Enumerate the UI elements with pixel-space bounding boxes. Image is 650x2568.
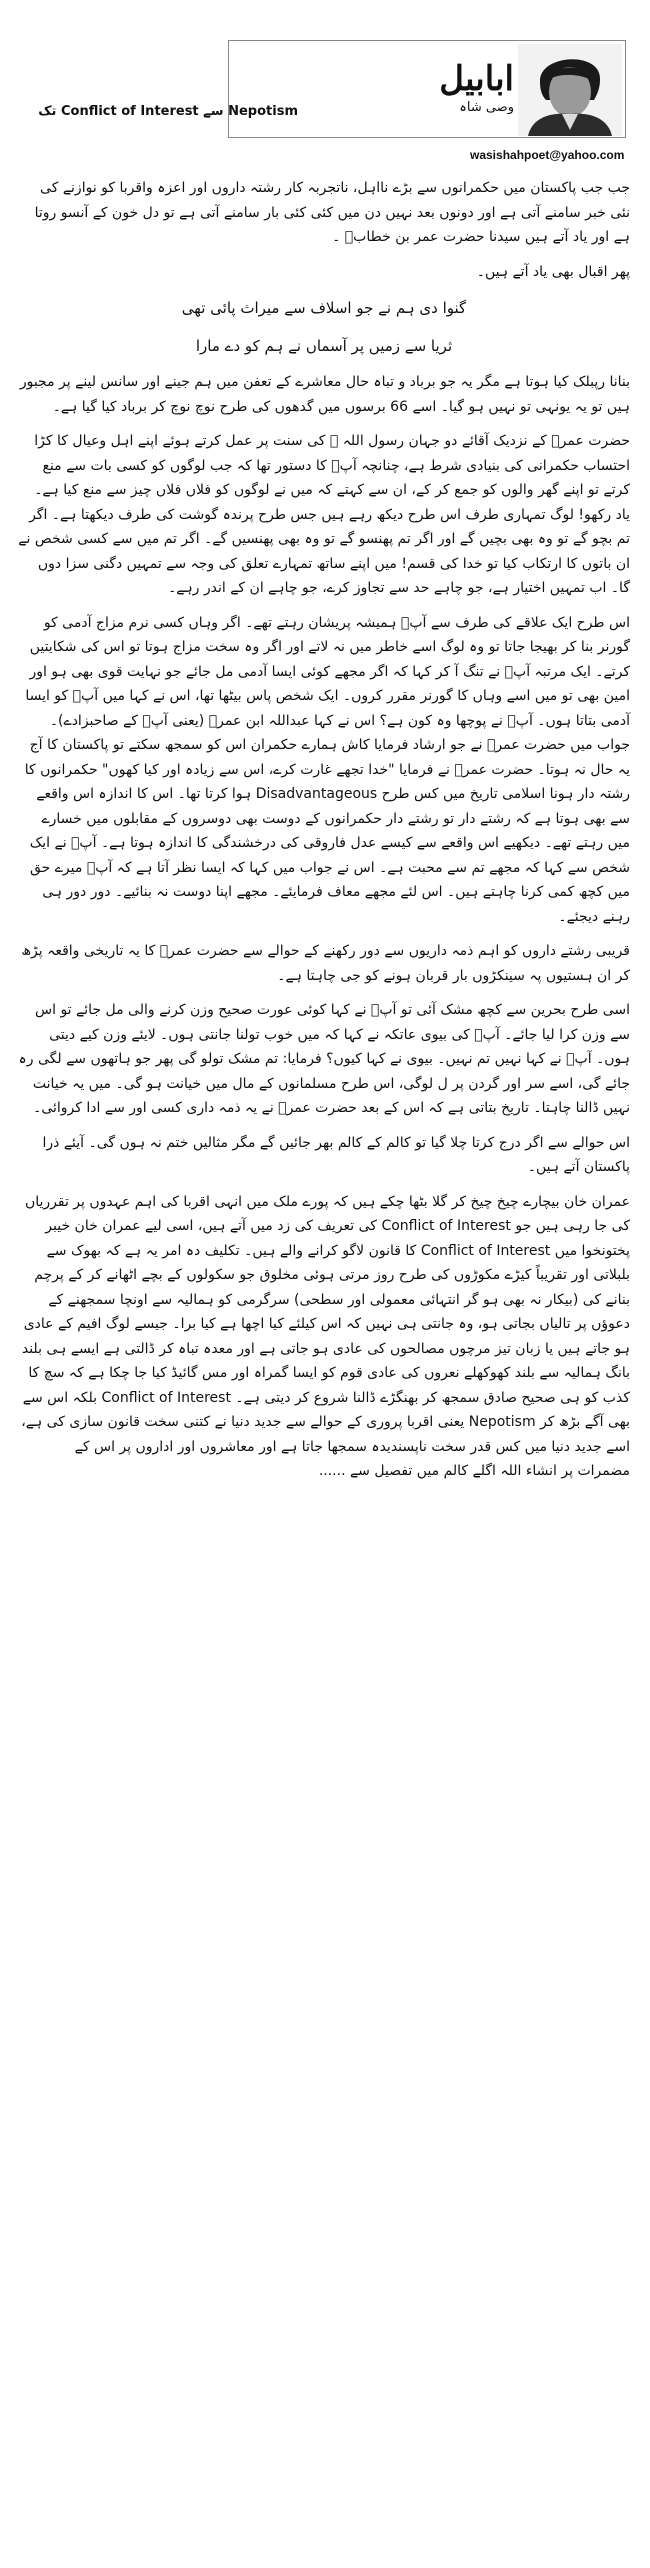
author-photo-icon: [518, 44, 622, 136]
paragraph: اس حوالے سے اگر درج کرتا چلا گیا تو کالم کے کالم بھر جائیں گے مگر مثالیں ختم نہ ہوں گی۔ آیئے ذرا پاکستان آتے ہیں۔: [42, 1134, 630, 1175]
paragraph: پھر اقبال بھی یاد آتے ہیں۔: [476, 263, 630, 280]
paragraph: جب جب پاکستان میں حکمرانوں سے بڑے نااہل، ناتجربہ کار رشتہ داروں اور اعزہ واقربا کو نوازنے کی نئی خبر سامنے آتی ہے اور دونوں بعد نہیں دن میں کئی کئی بار سامنے آتی ہے تو دل خون کے آنسو روتا ہے اور یاد آتے ہیں سیدنا حضرت عمر بن خطابؓ ۔: [34, 180, 630, 245]
paragraph: عمران خان بیچارے چیخ چیخ کر گلا بٹھا چکے ہیں کہ پورے ملک میں انہی اقربا کی اہم عہدوں پر تقرریاں کی جا رہی ہیں جو Conflict of Interest کی تعریف کی زد میں آتے ہیں، اسی لیے عمران خان خیبر پختونخوا میں Conflict of Interest کا قانون لاگو کرانے والے ہیں۔ تکلیف دہ امر یہ ہے کہ بھوک سے بلبلاتی اور تقریباً کیڑے مکوڑوں کی طرح روز مرتی ہوئی مخلوق جو سکولوں کے بچے اٹھانے کر کے پرچم بنانے کی (بیکار نہ بھی ہو گر انتہائی معمولی اور سطحی) سرگرمی کو ہمالیہ سے اونچا سمجھنے کے دعوؤں پر تالیاں بجاتی ہو، وہ جانتی ہی نہیں کہ اس کیلئے کیا اچھا ہے کیا برا۔ جیسے لوگ افیم کے عادی ہو جاتے ہیں یا زبان تیز مرچوں مصالحوں کی عادی ہو جاتی ہے اور معدہ تباہ کر ڈالتی ہے ایسے ہی بلند بانگ ہمالیہ سے بلند کھوکھلے نعروں کی عادی قوم کو ایسا گمراہ اور مس گائیڈ کیا جا چکا ہے کہ سچ کا کذب کو ہی صحیح صادق سمجھ کر بھنگڑے ڈالنا شروع کر دیتی ہے۔ Conflict of Interest بلکہ اس سے بھی آگے بڑھ کر Nepotism یعنی اقربا پروری کے حوالے سے جدید دنیا نے کتنی سخت قانون سازی کی ہے، اسے جدید دنیا میں کس قدر سخت ناپسندیدہ سمجھا جاتا ہے اور معاشروں اور اداروں پر اس کے مضمرات پر انشاء اللہ اگلے کالم میں تفصیل سے ......: [21, 1193, 630, 1479]
paragraph: قریبی رشتے داروں کو اہم ذمہ داریوں سے دور رکھنے کے حوالے سے حضرت عمرؓ کا یہ تاریخی واقعہ پڑھ کر ان ہستیوں پہ سینکڑوں بار قربان ہونے کو جی چاہتا ہے۔: [21, 943, 630, 984]
verse-line: ثریا سے زمیں پر آسماں نے ہم کو دے مارا: [195, 337, 453, 355]
column-logo: ابابیل: [439, 59, 514, 99]
author-name: وصی شاہ: [459, 100, 514, 115]
paragraph: بنانا رپبلک کیا ہوتا ہے مگر یہ جو برباد و تباہ حال معاشرے کے تعفن میں ہم جینے اور سانس لینے پر مجبور ہیں تو یہ یونہی تو نہیں ہو گیا۔ اسے 66 برسوں میں گدھوں کی طرح نوچ نوچ کر برباد کیا گیا ہے۔: [19, 374, 630, 415]
paragraph: اس طرح ایک علاقے کی طرف سے آپؓ ہمیشہ پریشان رہتے تھے۔ اگر وہاں کسی نرم مزاج آدمی کو گورنر بنا کر بھیجا جاتا تو وہ لوگ اسے خاطر میں نہ لاتے اور اگر وہ سخت مزاج ہوتا تو اس کی شکایتیں کرتے۔ ایک مرتبہ آپؓ نے تنگ آ کر کہا کہ اگر مجھے کوئی ایسا آدمی مل جائے جو نہایت قوی بھی ہو اور امین بھی تو میں اسے وہاں کا گورنر مقرر کروں۔ ایک شخص پاس بیٹھا تھا، اس نے کہا میں آپؓ کو ایسا آدمی بتاتا ہوں۔ آپؓ نے پوچھا وہ کون ہے؟ اس نے کہا عبداللہ ابن عمرؓ (یعنی آپؓ کے صاحبزادے)۔ جواب میں حضرت عمرؓ نے جو ارشاد فرمایا کاش ہمارے حکمران اس کو سمجھ سکتے تو پاکستان کا آج یہ حال نہ ہوتا۔ حضرت عمرؓ نے فرمایا "خدا تجھے غارت کرے، اس سے زیادہ اور کیا کھوں" حکمرانوں کا رشتہ دار ہونا اسلامی تاریخ میں کس طرح Disadvantageous ہوا کرتا تھا۔ اس کا اندازہ اس واقعے سے بھی ہوتا ہے کہ رشتے دار تو رشتے دار حکمرانوں کے دوست بھی دوسروں کے مقابلوں میں خسارے میں رہتے تھے۔ دیکھیے اس واقعے سے کیسے عدل فاروقی کی درخشندگی کا اندازہ ہوتا ہے۔ آپؓ نے ایک شخص سے کہا کہ مجھے تم سے محبت ہے۔ اس نے جواب میں کہا کہ ایسا نظر آتا ہے کہ آپؓ میرے حق میں کچھ کمی کرنا چاہتے ہیں۔ اس لئے مجھے معاف فرمایئے۔ مجھے اپنا دوست نہ بنائیے۔ دور دور ہی رہنے دیجئے۔: [24, 614, 630, 925]
verse-line: گنوا دی ہم نے جو اسلاف سے میراث پائی تھی: [181, 299, 467, 317]
author-email: wasishahpoet@yahoo.com: [470, 148, 625, 162]
article-title: Nepotism سے Conflict of Interest تک: [38, 104, 298, 119]
paragraph: حضرت عمرؓ کے نزدیک آقائے دو جہان رسول اللہ ﷺ کی سنت پر عمل کرتے ہوئے اپنے اہل وعیال کا کڑا احتساب حکمرانی کی بنیادی شرط ہے، چنانچہ آپؓ کا دستور تھا کہ جب لوگوں کو کسی بات سے منع کرتے تو اپنے گھر والوں کو جمع کر کے، ان سے کہتے کہ میں نے لوگوں کو فلاں فلاں چیز سے منع کیا ہے۔ یاد رکھو! لوگ تمہاری طرف اس طرح دیکھ رہے ہیں جس طرح پرندہ گوشت کی طرف دیکھتا ہے۔ اگر تم بچو گے تو وہ بھی بچیں گے اور اگر تم پھنسو گے تو وہ بھی پھنسیں گے۔ اگر تم میں سے کسی شخص نے ان باتوں کا ارتکاب کیا تو خدا کی قسم! میں اپنے ساتھ تمہارے تعلق کی وجہ سے تمہیں دگنی سزا دوں گا۔ اب تمہیں اختیار ہے، جو چاہے حد سے تجاوز کرے، جو چاہے ان کے اندر رہے۔: [18, 433, 630, 596]
column-header: [228, 40, 626, 140]
author-portrait: [518, 44, 622, 136]
paragraph: اسی طرح بحرین سے کچھ مشک آئی تو آپؓ نے کہا کوئی عورت صحیح وزن کرنے والی مل جائے تو اس سے وزن کرا لیا جائے۔ آپؓ کی بیوی عاتکہ نے کہا کہ میں خوب تولنا جانتی ہوں۔ لایئے وزن کیے دیتی ہوں۔ آپؓ نے کہا نہیں تم نہیں۔ بیوی نے کہا کیوں؟ فرمایا: تم مشک تولو گی پھر جو ہاتھوں سے لگی رہ جائے گی، اسے سر اور گردن پر ل لوگی، اس طرح مسلمانوں کے مال میں خیانت ہو گی۔ میں یہ خیانت نہیں ڈالنا چاہتا۔ تاریخ بتاتی ہے کہ اس کے بعد حضرت عمرؓ نے یہ ذمہ داری کسی اور سے ادا کروائی۔: [18, 1002, 630, 1116]
article-body: [18, 176, 630, 1494]
